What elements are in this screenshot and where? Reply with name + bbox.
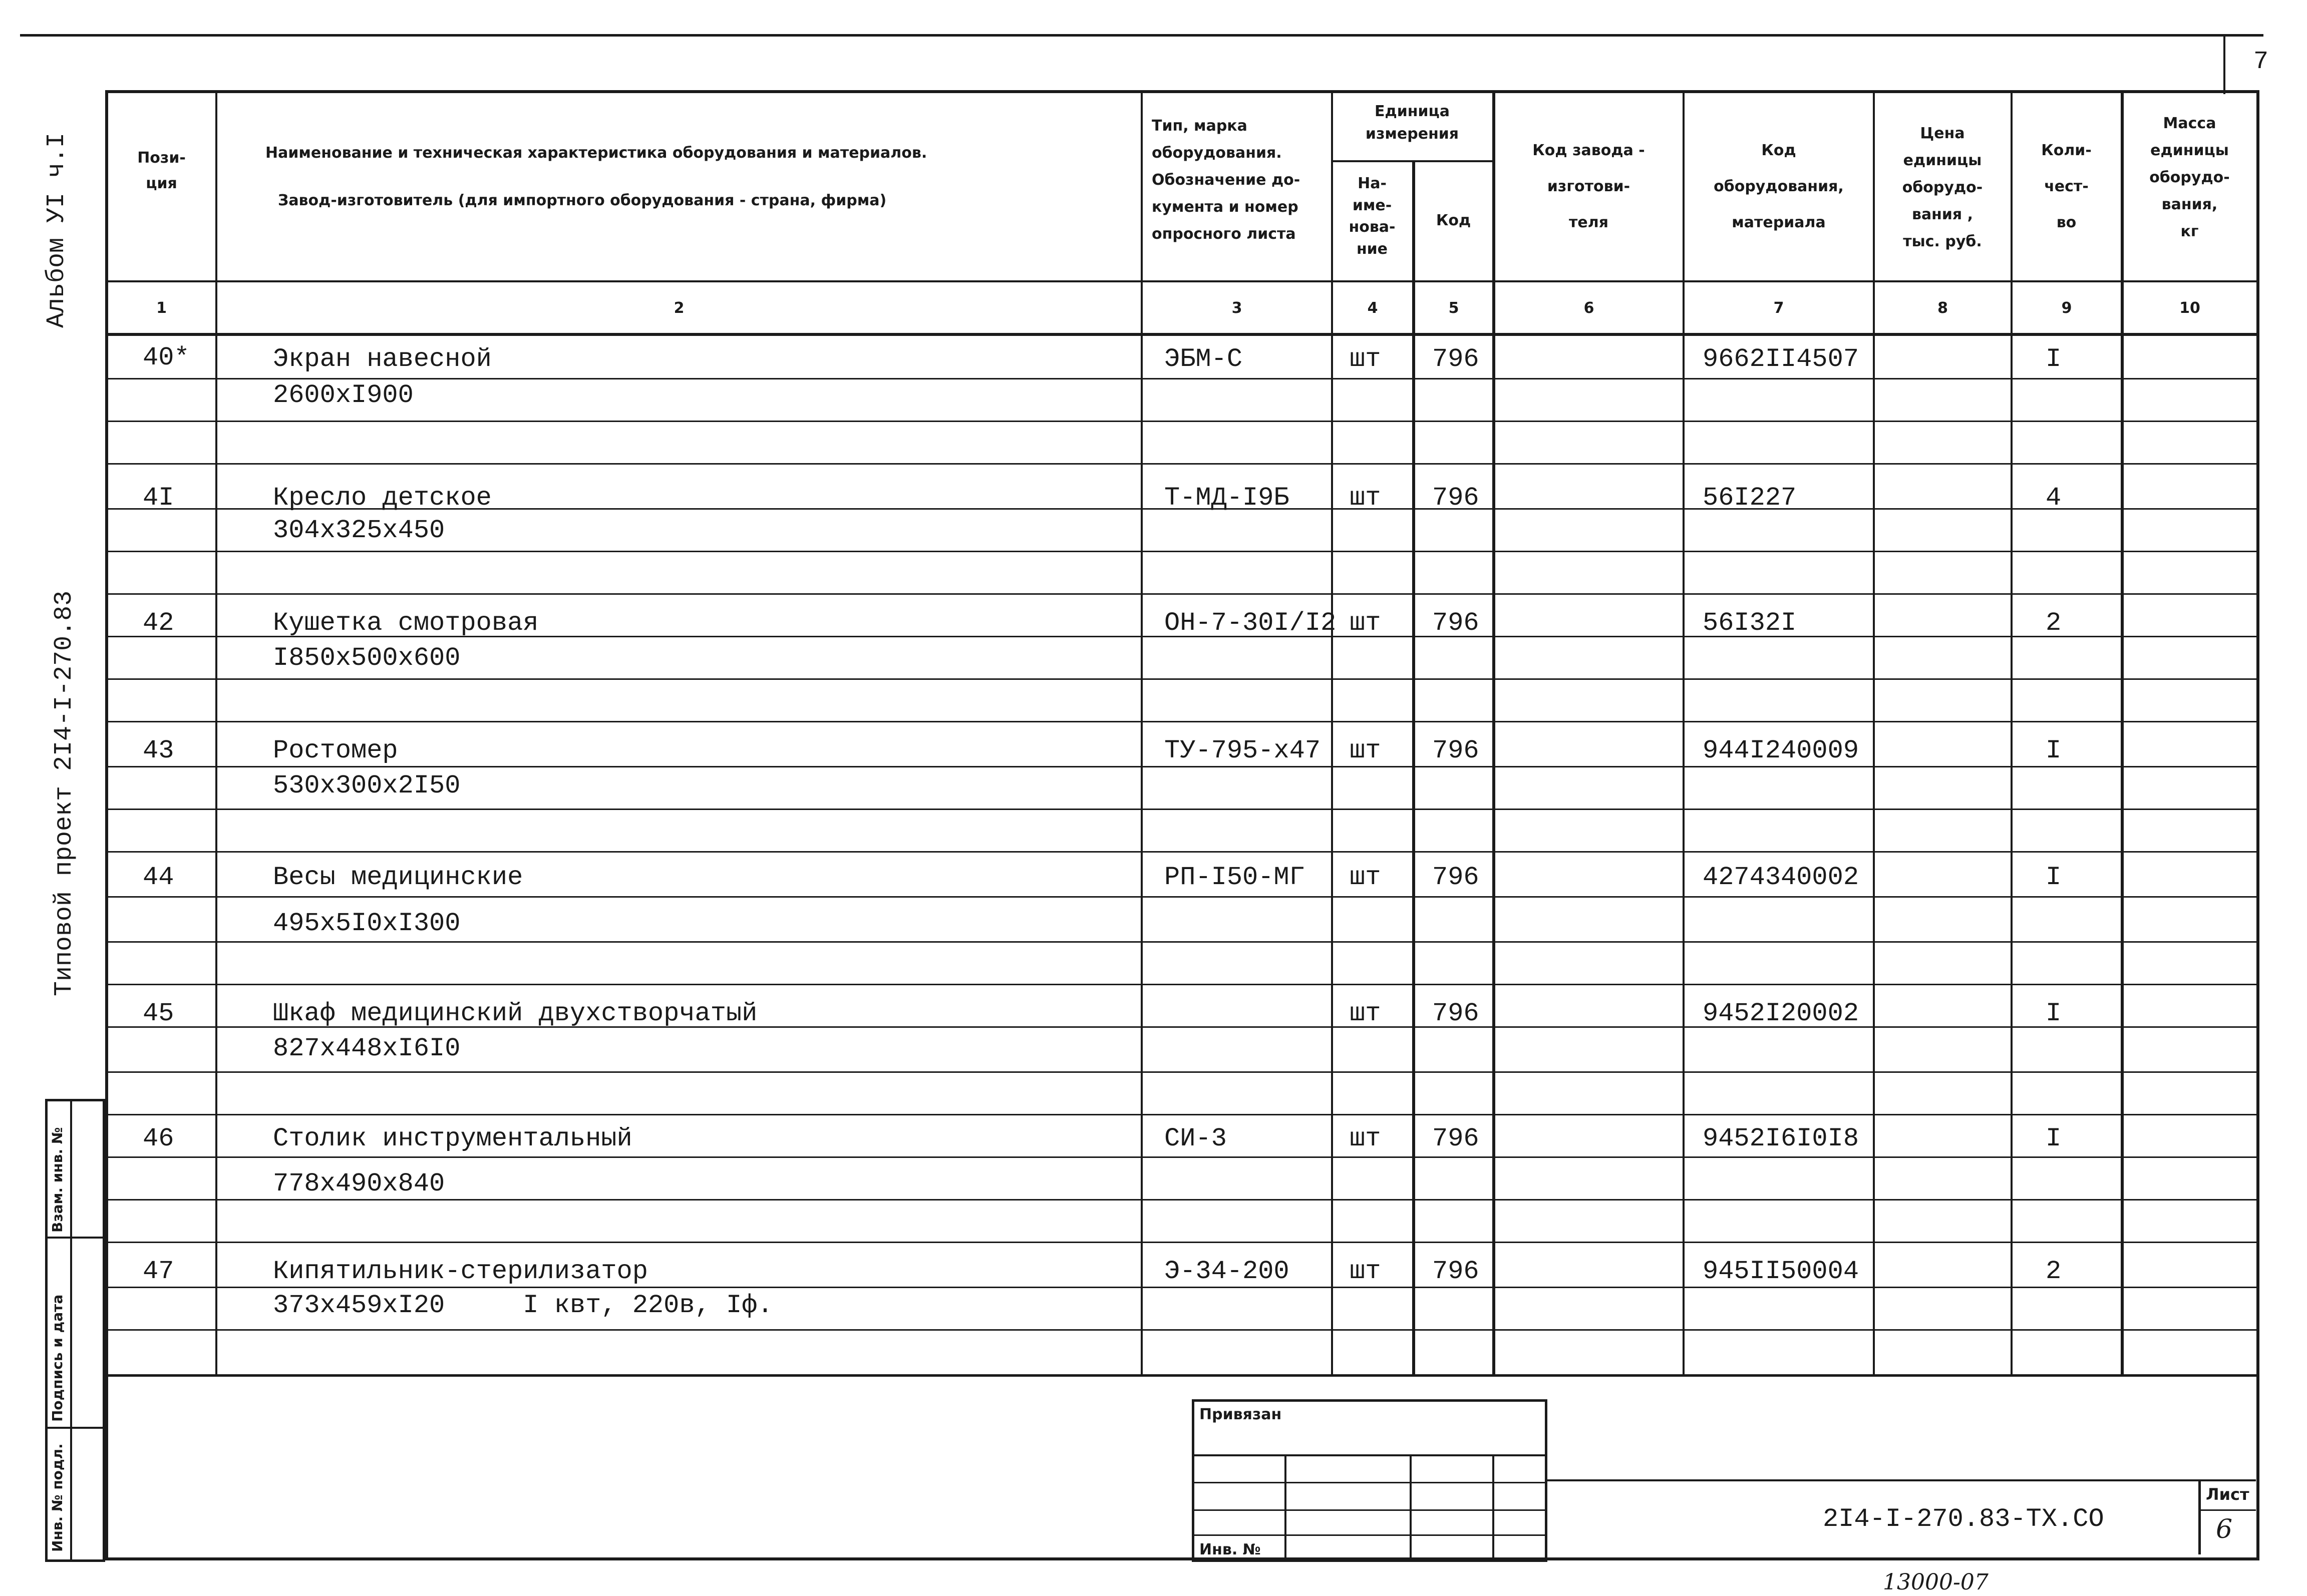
row-type: ОН-7-30I/I2 <box>1164 608 1337 638</box>
row-code: 9662II4507 <box>1703 344 1859 374</box>
row-position: 43 <box>143 736 174 765</box>
row-name: Кушетка смотровая <box>273 608 539 638</box>
row-unit-code: 796 <box>1432 483 1479 513</box>
inv-label: Инв. № подл. <box>49 1443 66 1552</box>
col2-header-line2: Завод-изготовитель (для импортного оборудования - страна, фирма) <box>278 192 887 209</box>
col4-header: На- име- нова- ние <box>1349 175 1396 258</box>
col-number: 3 <box>1231 299 1242 317</box>
row-dims: 530x300x2I50 <box>273 771 461 801</box>
col5-header: Код <box>1436 212 1471 229</box>
col-number: 9 <box>2061 299 2072 317</box>
bottom-note: 13000-07 <box>1883 1569 1989 1595</box>
row-qty: 4 <box>2046 483 2062 513</box>
row-qty: I <box>2046 736 2062 765</box>
row-name: Кипятильник-стерилизатор <box>273 1257 648 1286</box>
row-unit-code: 796 <box>1432 1124 1479 1153</box>
col8-header: Цена единицы оборудо- вания , тыс. руб. <box>1902 125 1983 250</box>
row-position: 44 <box>143 863 174 892</box>
row-position: 42 <box>143 608 174 638</box>
col-number: 1 <box>156 299 167 317</box>
row-qty: I <box>2046 863 2062 892</box>
row-position: 40* <box>143 343 190 372</box>
col-number: 4 <box>1367 299 1378 317</box>
top-rule <box>20 34 2263 37</box>
row-name: Шкаф медицинский двухстворчатый <box>273 999 758 1028</box>
row-unit-code: 796 <box>1432 999 1479 1028</box>
row-code: 56I227 <box>1703 483 1797 513</box>
row-position: 4I <box>143 483 174 513</box>
col3-header: Тип, марка оборудования. Обозначение до- кумента и номер опросного листа <box>1152 117 1300 243</box>
album-title: Альбом УI ч.I <box>43 132 71 328</box>
row-dims: 827x448xI6I0 <box>273 1034 461 1063</box>
col1-header: Пози- ция <box>137 149 186 192</box>
col-number: 8 <box>1937 299 1948 317</box>
vzam-label: Взам. инв. № <box>49 1127 66 1233</box>
corner-divider <box>2223 34 2225 94</box>
row-position: 45 <box>143 999 174 1028</box>
stamp-inv-no: Инв. № <box>1199 1541 1261 1558</box>
row-dims: 2600xI900 <box>273 380 414 410</box>
col-number: 10 <box>2179 299 2200 317</box>
row-unit-code: 796 <box>1432 736 1479 765</box>
row-dims: 373x459xI20 I квт, 220в, Iф. <box>273 1291 773 1320</box>
row-type: ТУ-795-x47 <box>1164 736 1321 765</box>
stamp-privyazan: Привязан <box>1199 1406 1282 1423</box>
unit-group-header: Единица измерения <box>1365 103 1459 143</box>
col7-header: Код оборудования, материала <box>1714 142 1844 231</box>
sheet-number: 6 <box>2216 1514 2233 1544</box>
row-name: Кресло детское <box>273 483 492 513</box>
row-unit: шт <box>1350 1257 1381 1286</box>
row-dims: 778x490x840 <box>273 1169 445 1199</box>
row-unit: шт <box>1350 863 1381 892</box>
row-name: Ростомер <box>273 736 398 765</box>
sheet-label: Лист <box>2206 1485 2249 1504</box>
row-type: СИ-3 <box>1164 1124 1227 1153</box>
row-code: 4274340002 <box>1703 863 1859 892</box>
row-unit: шт <box>1350 483 1381 513</box>
col-number: 2 <box>674 299 685 317</box>
row-name: Экран навесной <box>273 344 492 374</box>
row-dims: 495x5I0xI300 <box>273 909 461 938</box>
corner-number: 7 <box>2253 48 2269 76</box>
col9-header: Коли- чест- во <box>2041 142 2092 231</box>
row-type: Т-МД-I9Б <box>1164 483 1289 513</box>
row-position: 47 <box>143 1257 174 1286</box>
row-dims: I850x500x600 <box>273 643 461 673</box>
row-unit-code: 796 <box>1432 608 1479 638</box>
col-number: 7 <box>1773 299 1784 317</box>
col6-header: Код завода - изготови- теля <box>1532 142 1645 231</box>
col-number: 5 <box>1448 299 1459 317</box>
project-title: Типовой проект 2I4-I-270.83 <box>50 590 79 996</box>
row-unit-code: 796 <box>1432 344 1479 374</box>
row-unit: шт <box>1350 1124 1381 1153</box>
row-position: 46 <box>143 1124 174 1153</box>
row-code: 9452I20002 <box>1703 999 1859 1028</box>
row-code: 944I240009 <box>1703 736 1859 765</box>
row-type: Э-34-200 <box>1164 1257 1289 1286</box>
row-unit: шт <box>1350 999 1381 1028</box>
row-code: 945II50004 <box>1703 1257 1859 1286</box>
col10-header: Масса единицы оборудо- вания, кг <box>2149 115 2230 240</box>
row-type: РП-I50-МГ <box>1164 863 1305 892</box>
col-number: 6 <box>1583 299 1594 317</box>
row-unit-code: 796 <box>1432 863 1479 892</box>
row-qty: I <box>2046 1124 2062 1153</box>
row-type: ЭБМ-С <box>1164 344 1243 374</box>
row-name: Весы медицинские <box>273 863 523 892</box>
document-code: 2I4-I-270.83-TX.CO <box>1823 1504 2104 1534</box>
row-qty: 2 <box>2046 608 2062 638</box>
row-code: 9452I6I0I8 <box>1703 1124 1859 1153</box>
podpis-label: Подпись и дата <box>49 1294 66 1422</box>
row-unit-code: 796 <box>1432 1257 1479 1286</box>
col2-header-line1: Наименование и техническая характеристика оборудования и материалов. <box>265 144 927 162</box>
row-dims: 304x325x450 <box>273 516 445 545</box>
row-unit: шт <box>1350 736 1381 765</box>
row-unit: шт <box>1350 608 1381 638</box>
row-qty: 2 <box>2046 1257 2062 1286</box>
row-qty: I <box>2046 999 2062 1028</box>
row-name: Столик инструментальный <box>273 1124 632 1153</box>
row-unit: шт <box>1350 344 1381 374</box>
row-code: 56I32I <box>1703 608 1797 638</box>
row-qty: I <box>2046 344 2062 374</box>
